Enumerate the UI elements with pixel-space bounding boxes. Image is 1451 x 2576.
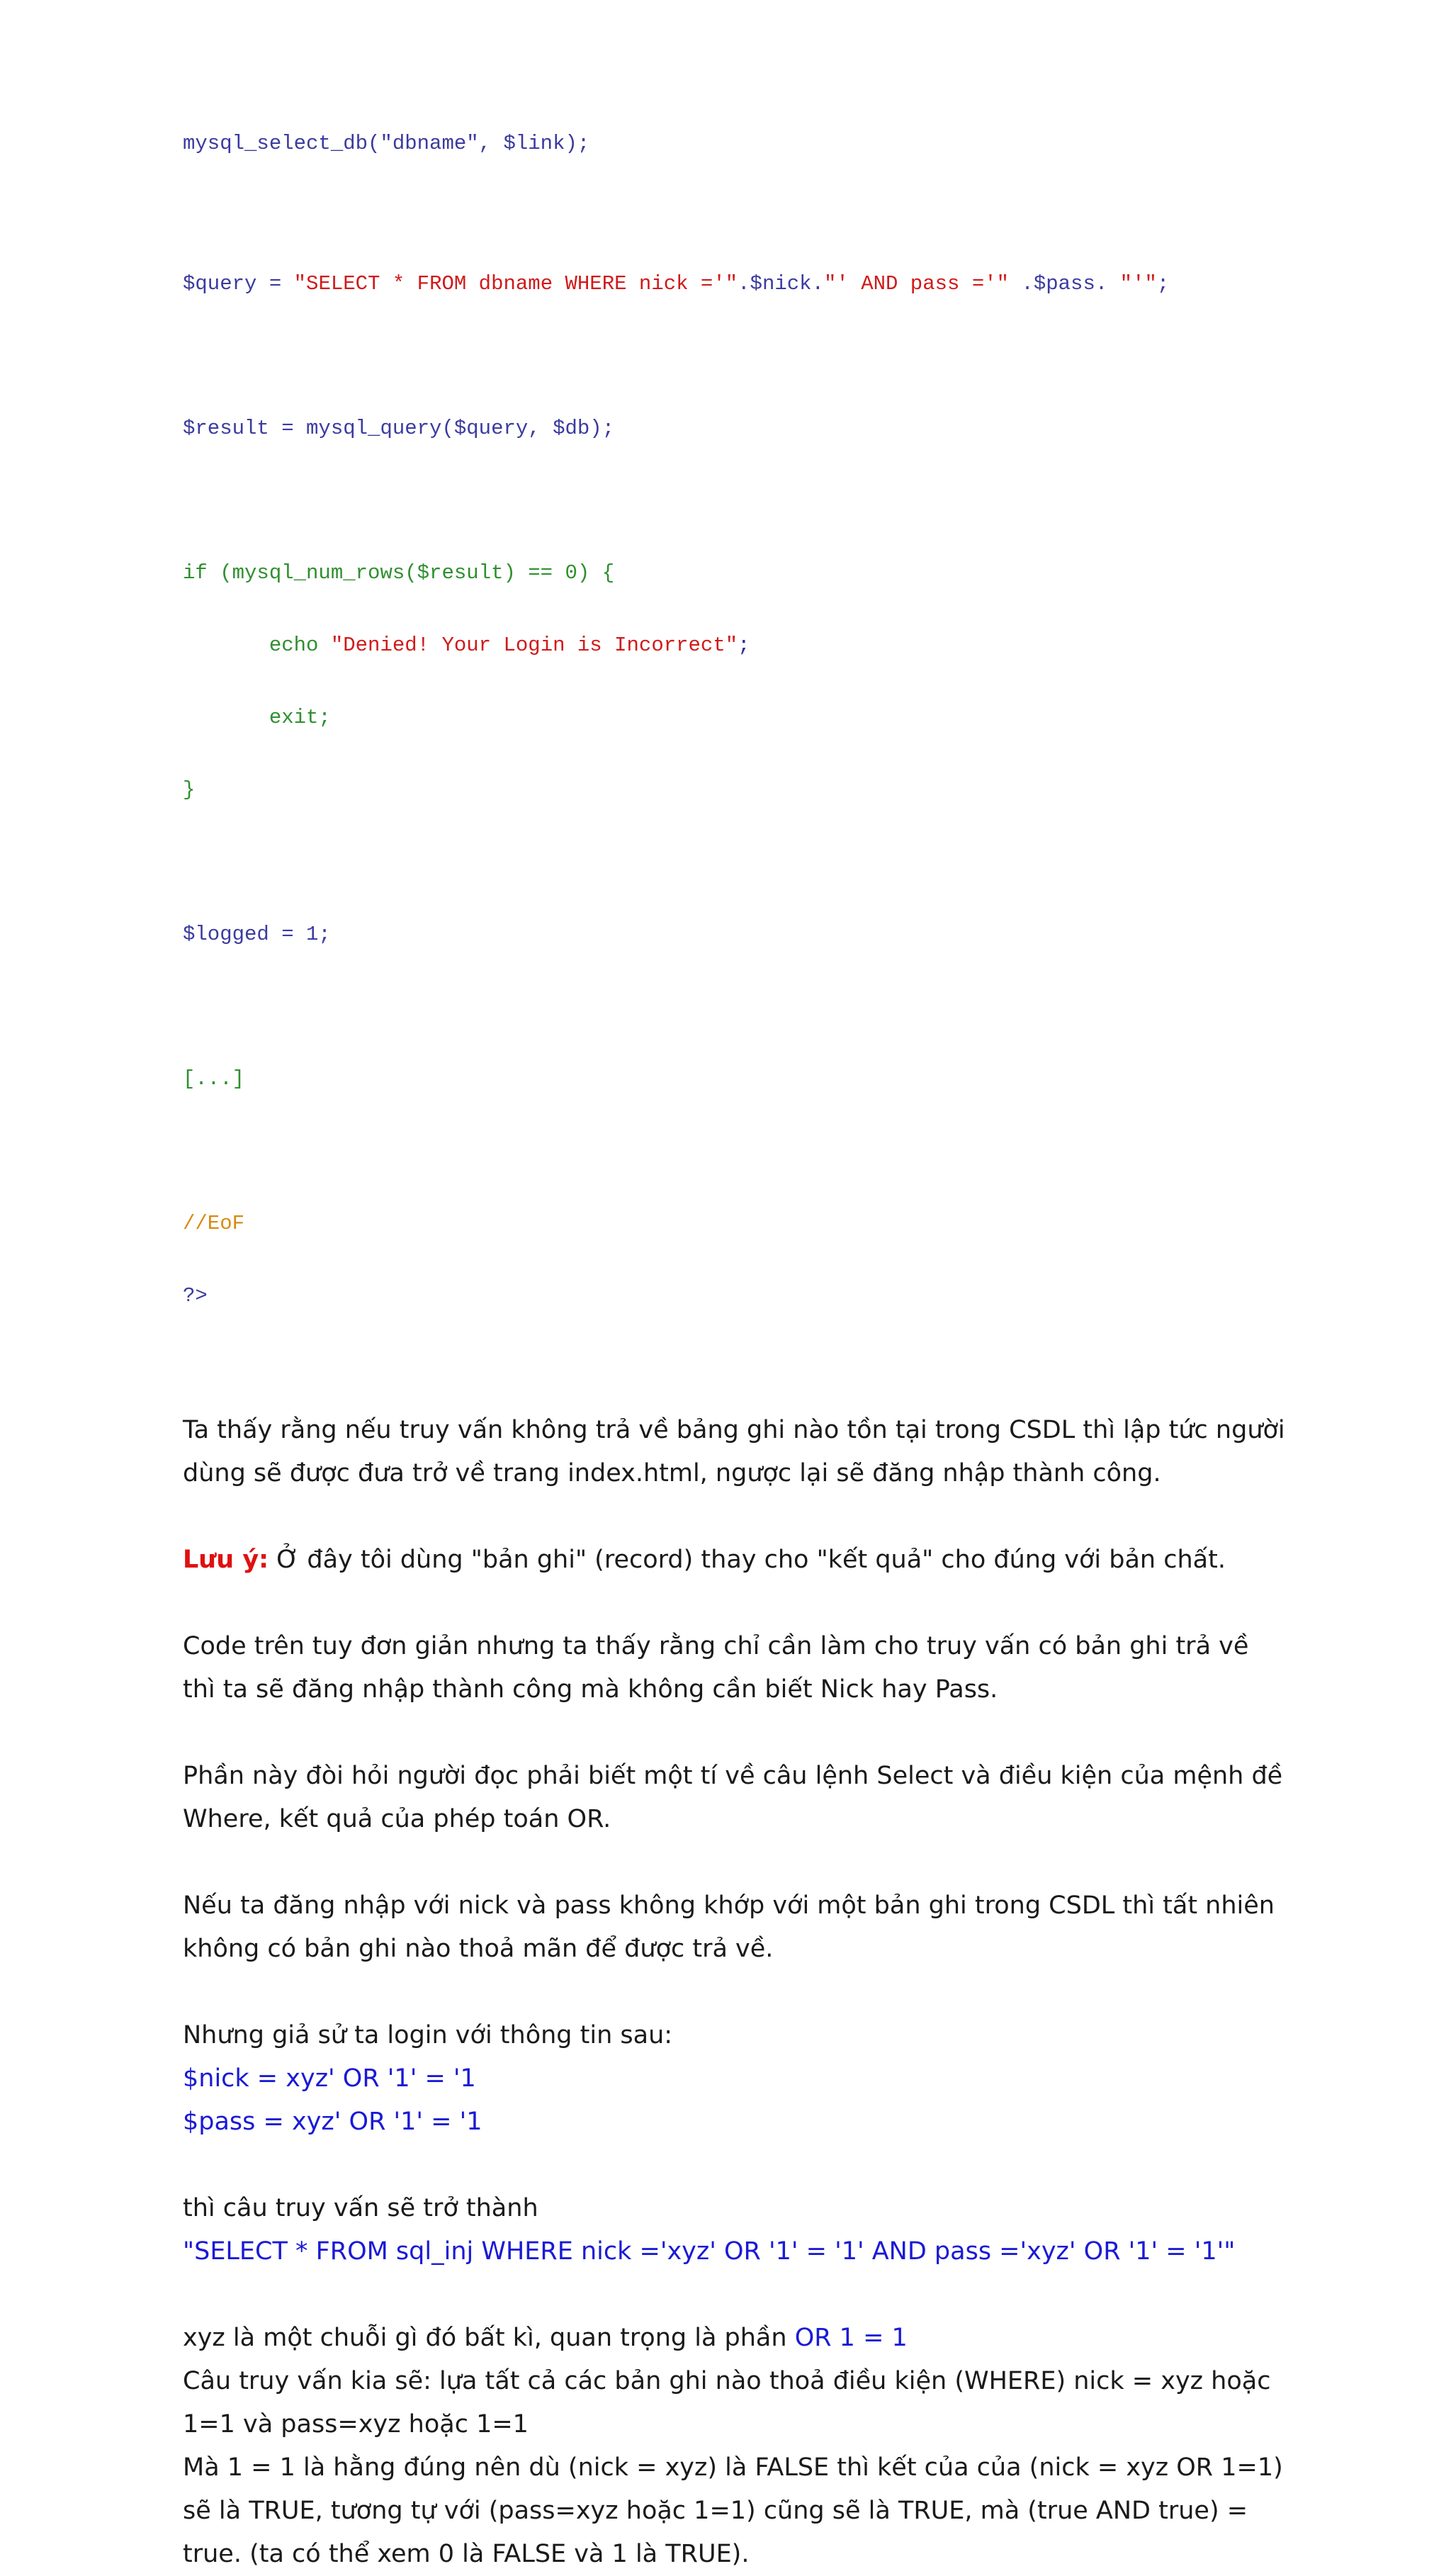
code-close-brace: } [183, 778, 196, 802]
code-result-text: $result = mysql_query($query, $db); [183, 417, 615, 440]
code-logged-text: $logged = 1; [183, 923, 331, 946]
explanation-line-3: Mà 1 = 1 là hằng đúng nên dù (nick = xyz) là FALSE thì kết của của (nick = xyz OR 1=1) sẽ là TRUE, tương tự với (pass=xyz hoặc 1=1) cũng sẽ là TRUE, mà (true AND true) = true. (ta có thể xem 0 là FALSE và 1 là TRUE). [183, 2453, 1283, 2568]
code-echo-str: "Denied! Your Login is Incorrect" [330, 634, 738, 657]
code-line-eof [183, 1212, 1288, 1236]
code-line-result [183, 417, 1288, 441]
code-line-ellipsis [183, 1067, 1288, 1091]
php-code-block [183, 84, 1288, 1356]
note-text: Ở đây tôi dùng "bản ghi" (record) thay cho "kết quả" cho đúng với bản chất. [269, 1546, 1226, 1574]
paragraph-intro: Ta thấy rằng nếu truy vấn không trả về bảng ghi nào tồn tại trong CSDL thì lập tức người dùng sẽ được đưa trở về trang index.html, ngược lại sẽ đăng nhập thành công. [183, 1416, 1285, 1487]
article-text [183, 1409, 1288, 2576]
explanation-line-2: Câu truy vấn kia sẽ: lựa tất cả các bản ghi nào thoả điều kiện (WHERE) nick = xyz hoặc 1=1 và pass=xyz hoặc 1=1 [183, 2367, 1271, 2439]
code-query-dot2: .$pass. [1009, 272, 1120, 296]
code-line-php-close [183, 1284, 1288, 1308]
code-query-var: $query [183, 272, 257, 296]
paragraph-select-where: Phần này đòi hỏi người đọc phải biết một tí về câu lệnh Select và điều kiện của mệnh đề Where, kết quả của phép toán OR. [183, 1762, 1283, 1833]
code-exit-text: exit; [183, 706, 331, 729]
paragraph-code-simple: Code trên tuy đơn giản nhưng ta thấy rằng chỉ cần làm cho truy vấn có bản ghi trả về thì ta sẽ đăng nhập thành công mà không cần biết Nick hay Pass. [183, 1632, 1249, 1704]
code-query-dot1: .$nick. [738, 272, 824, 296]
code-line-if [183, 561, 1288, 585]
code-line-logged [183, 923, 1288, 947]
explanation-or-expression: OR 1 = 1 [794, 2324, 908, 2352]
login-example-nick: $nick = xyz' OR '1' = '1 [183, 2064, 476, 2093]
code-query-str2: "' AND pass ='" [823, 272, 1010, 296]
code-query-str1: "SELECT * FROM dbname WHERE nick ='" [293, 272, 738, 296]
paragraph-no-match: Nếu ta đăng nhập với nick và pass không khớp với một bản ghi trong CSDL thì tất nhiên không có bản ghi nào thoả mãn để được trả về. [183, 1891, 1275, 1963]
explanation-line-1 [183, 2317, 1288, 2360]
paragraph-resulting-query [183, 2187, 1288, 2273]
login-example-intro: Nhưng giả sử ta login với thông tin sau: [183, 2021, 673, 2049]
code-if-text: if (mysql_num_rows($result) == 0) { [183, 561, 615, 585]
login-example-pass: $pass = xyz' OR '1' = '1 [183, 2108, 482, 2136]
code-line-select-db [183, 132, 1288, 156]
paragraph-note [183, 1539, 1288, 1582]
code-line-query [183, 272, 1288, 296]
document-page [183, 84, 1288, 2576]
code-echo-kw: echo [183, 634, 331, 657]
code-php-close: ?> [183, 1284, 208, 1307]
code-ellipsis-text: [...] [183, 1067, 245, 1091]
code-line-echo [183, 634, 1288, 658]
code-eof-comment: //EoF [183, 1212, 245, 1235]
code-line-close-brace [183, 778, 1288, 802]
code-line-exit [183, 706, 1288, 730]
explanation-line-1-text: xyz là một chuỗi gì đó bất kì, quan trọng là phần [183, 2324, 795, 2352]
code-query-eq: = [256, 272, 294, 296]
code-query-end: ; [1156, 272, 1170, 296]
note-label: Lưu ý: [183, 1546, 269, 1574]
code-echo-end: ; [738, 634, 750, 657]
resulting-query-sql: "SELECT * FROM sql_inj WHERE nick ='xyz' OR '1' = '1' AND pass ='xyz' OR '1' = '1'" [183, 2237, 1236, 2266]
code-select-db-text: mysql_select_db("dbname", $link); [183, 132, 590, 155]
paragraph-explanation [183, 2317, 1288, 2576]
code-query-str3: "'" [1119, 272, 1157, 296]
resulting-query-intro: thì câu truy vấn sẽ trở thành [183, 2194, 538, 2222]
paragraph-login-example [183, 2014, 1288, 2144]
